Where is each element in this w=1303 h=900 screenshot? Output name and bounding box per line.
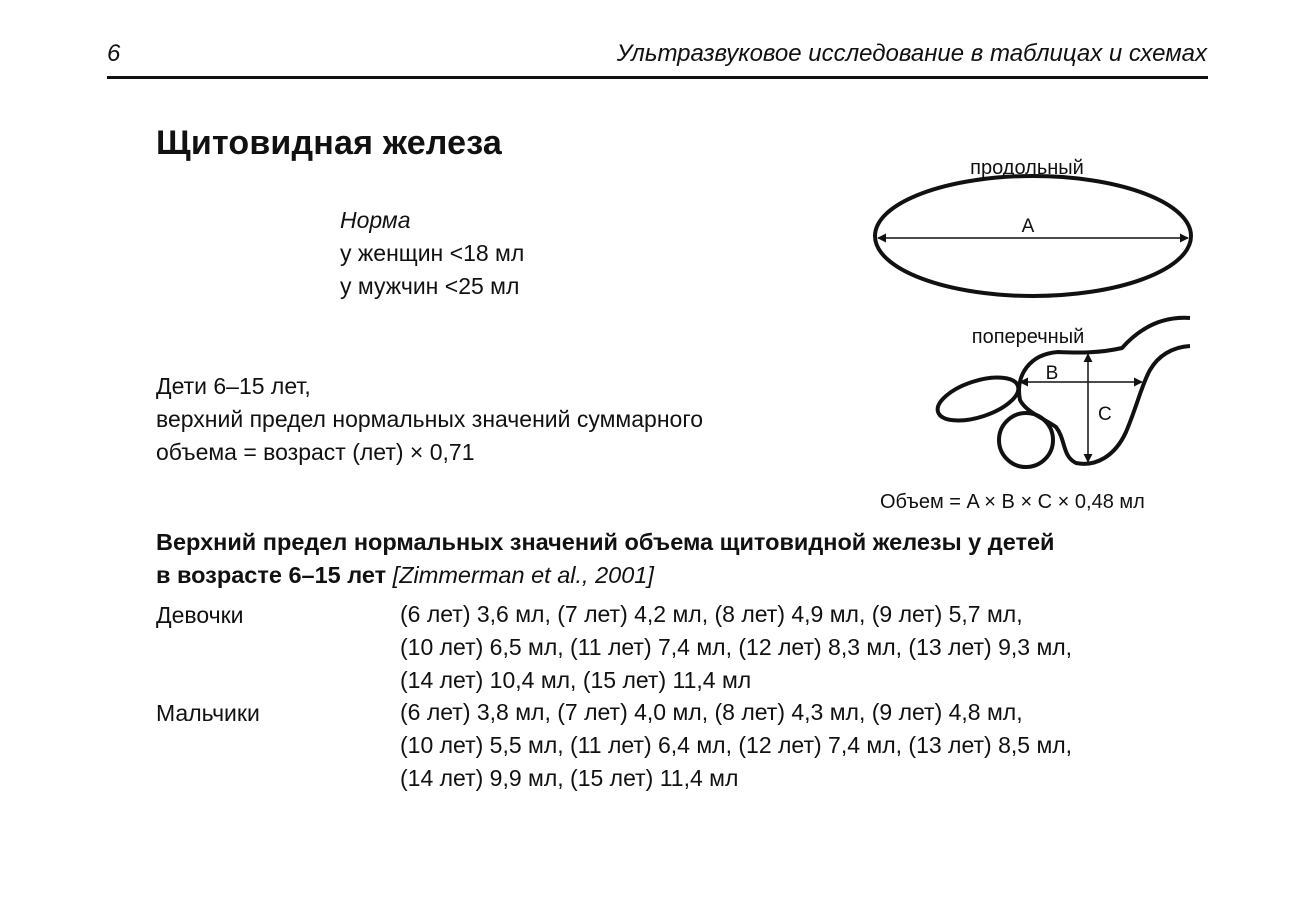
boys-values-line: (10 лет) 5,5 мл, (11 лет) 6,4 мл, (12 лет) 7,4 мл, (13 лет) 8,5 мл, xyxy=(400,732,1073,758)
boys-values xyxy=(400,696,1072,795)
thyroid-diagram xyxy=(860,150,1205,520)
longitudinal-label: продольный xyxy=(970,157,1084,179)
label-c: C xyxy=(1098,404,1112,425)
children-line-2: верхний предел нормальных значений суммарного xyxy=(156,406,703,432)
norm-women: у женщин <18 мл xyxy=(340,240,525,266)
girls-values-line: (14 лет) 10,4 мл, (15 лет) 11,4 мл xyxy=(400,667,752,693)
label-b: B xyxy=(1045,363,1059,384)
children-formula-block xyxy=(156,370,703,469)
upper-limit-title-age: в возрасте 6–15 лет xyxy=(156,562,387,588)
header-rule xyxy=(107,76,1208,79)
children-line-1: Дети 6–15 лет, xyxy=(156,373,311,399)
girls-values-line: (6 лет) 3,6 мл, (7 лет) 4,2 мл, (8 лет) 4,9 мл, (9 лет) 5,7 мл, xyxy=(400,601,1023,627)
norm-men: у мужчин <25 мл xyxy=(340,273,520,299)
boys-label: Мальчики xyxy=(156,700,260,726)
label-a: A xyxy=(1021,216,1035,237)
running-title: Ультразвуковое исследование в таблицах и схемах xyxy=(616,40,1207,67)
page-number: 6 xyxy=(107,40,121,67)
norm-block xyxy=(340,204,524,303)
girls-values-line: (10 лет) 6,5 мл, (11 лет) 7,4 мл, (12 лет) 8,3 мл, (13 лет) 9,3 мл, xyxy=(400,634,1073,660)
upper-limit-title-line-2 xyxy=(156,559,1054,592)
boys-values-line: (6 лет) 3,8 мл, (7 лет) 4,0 мл, (8 лет) 4,3 мл, (9 лет) 4,8 мл, xyxy=(400,699,1023,725)
children-line-3: объема = возраст (лет) × 0,71 xyxy=(156,439,475,465)
volume-formula: Объем = A × B × C × 0,48 мл xyxy=(880,491,1145,513)
girls-values xyxy=(400,598,1072,697)
section-title: Щитовидная железа xyxy=(156,124,503,162)
transverse-label: поперечный xyxy=(971,326,1085,348)
upper-limit-title xyxy=(156,526,1054,592)
boys-values-line: (14 лет) 9,9 мл, (15 лет) 11,4 мл xyxy=(400,765,739,791)
norm-label: Норма xyxy=(340,207,411,233)
girls-label: Девочки xyxy=(156,602,244,628)
upper-limit-title-line-1: Верхний предел нормальных значений объема щитовидной железы у детей xyxy=(156,529,1055,555)
reference-citation: [Zimmerman et al., 2001] xyxy=(392,562,654,588)
